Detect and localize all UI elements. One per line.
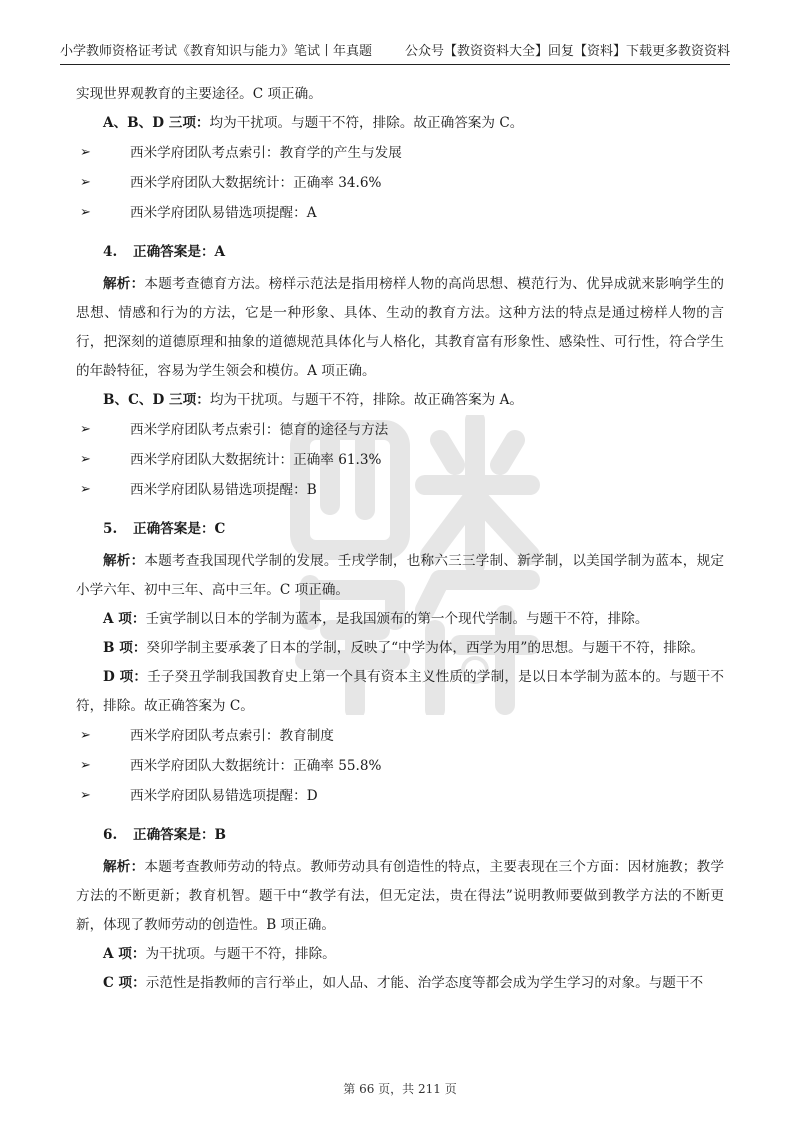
- q6-option-c: C 项：示范性是指教师的言行举止，如人品、才能、治学态度等都会成为学生学习的对象。与题干不: [103, 975, 704, 991]
- q4-other-options: B、C、D 三项：均为干扰项。与题干不符，排除。故正确答案为 A。: [103, 392, 524, 408]
- header-title: 小学教师资格证考试《教育知识与能力》笔试丨年真题: [60, 44, 373, 59]
- arrow-bullet-icon: ➢: [80, 205, 91, 220]
- q5-option-b: B 项：癸卯学制主要承袭了日本的学制，反映了“中学为体，西学为用”的思想。与题干不符，排除。: [103, 640, 705, 656]
- q3-other-options: A、B、D 三项：均为干扰项。与题干不符，排除。故正确答案为 C。: [103, 115, 524, 131]
- header-promo: 公众号【教资资料大全】回复【资料】下载更多教资资料: [404, 44, 730, 59]
- q5-analysis: 解析：本题考查我国现代学制的发展。壬戌学制，也称六三三学制、新学制，以美国学制为蓝本，规定小学六年、初中三年、高中三年。C 项正确。: [76, 553, 725, 598]
- page-number: 第 66 页，共 211 页: [343, 1082, 457, 1096]
- q6-answer-heading: 6. 正确答案是：B: [103, 827, 227, 843]
- q3-bullet: ➢ 西米学府团队易错选项提醒：A: [76, 198, 724, 228]
- q4-bullet: ➢ 西米学府团队易错选项提醒：B: [76, 475, 724, 505]
- arrow-bullet-icon: ➢: [80, 422, 91, 437]
- page-content: [76, 80, 724, 998]
- arrow-bullet-icon: ➢: [80, 175, 91, 190]
- intro-line: 实现世界观教育的主要途径。C 项正确。: [76, 86, 322, 102]
- page-header: [60, 42, 730, 65]
- q5-option-a: A 项：壬寅学制以日本的学制为蓝本，是我国颁布的第一个现代学制。与题干不符，排除。: [103, 611, 649, 627]
- q3-bullet: ➢ 西米学府团队考点索引：教育学的产生与发展: [76, 138, 724, 168]
- q5-bullet: ➢ 西米学府团队易错选项提醒：D: [76, 781, 724, 811]
- q5-option-d: D 项：壬子癸丑学制我国教育史上第一个具有资本主义性质的学制，是以日本学制为蓝本的。与题干不符，排除。故正确答案为 C。: [76, 669, 725, 714]
- q5-answer-heading: 5. 正确答案是：C: [103, 521, 226, 537]
- arrow-bullet-icon: ➢: [80, 452, 91, 467]
- arrow-bullet-icon: ➢: [80, 758, 91, 773]
- q3-bullet: ➢ 西米学府团队大数据统计：正确率 34.6%: [76, 168, 724, 198]
- q6-analysis: 解析：本题考查教师劳动的特点。教师劳动具有创造性的特点，主要表现在三个方面：因材施教；教学方法的不断更新；教育机智。题干中“教学有法，但无定法，贵在得法”说明教师要做到教学方法的不断更新，体现了教师劳动的创造性。B 项正确。: [76, 859, 725, 933]
- q5-bullet: ➢ 西米学府团队考点索引：教育制度: [76, 721, 724, 751]
- arrow-bullet-icon: ➢: [80, 482, 91, 497]
- arrow-bullet-icon: ➢: [80, 145, 91, 160]
- q4-bullet: ➢ 西米学府团队考点索引：德育的途径与方法: [76, 415, 724, 445]
- q4-answer-heading: 4. 正确答案是：A: [103, 244, 226, 260]
- q6-option-a: A 项：为干扰项。与题干不符，排除。: [103, 946, 336, 962]
- arrow-bullet-icon: ➢: [80, 728, 91, 743]
- q5-bullet: ➢ 西米学府团队大数据统计：正确率 55.8%: [76, 751, 724, 781]
- q4-analysis: 解析：本题考查德育方法。榜样示范法是指用榜样人物的高尚思想、模范行为、优异成就来影响学生的思想、情感和行为的方法，它是一种形象、具体、生动的教育方法。这种方法的特点是通过榜样人物的言行，把深刻的道德原理和抽象的道德规范具体化与人格化，其教育富有形象性、感染性、可行性，符合学生的年龄特征，容易为学生领会和模仿。A 项正确。: [76, 276, 725, 379]
- arrow-bullet-icon: ➢: [80, 788, 91, 803]
- q4-bullet: ➢ 西米学府团队大数据统计：正确率 61.3%: [76, 445, 724, 475]
